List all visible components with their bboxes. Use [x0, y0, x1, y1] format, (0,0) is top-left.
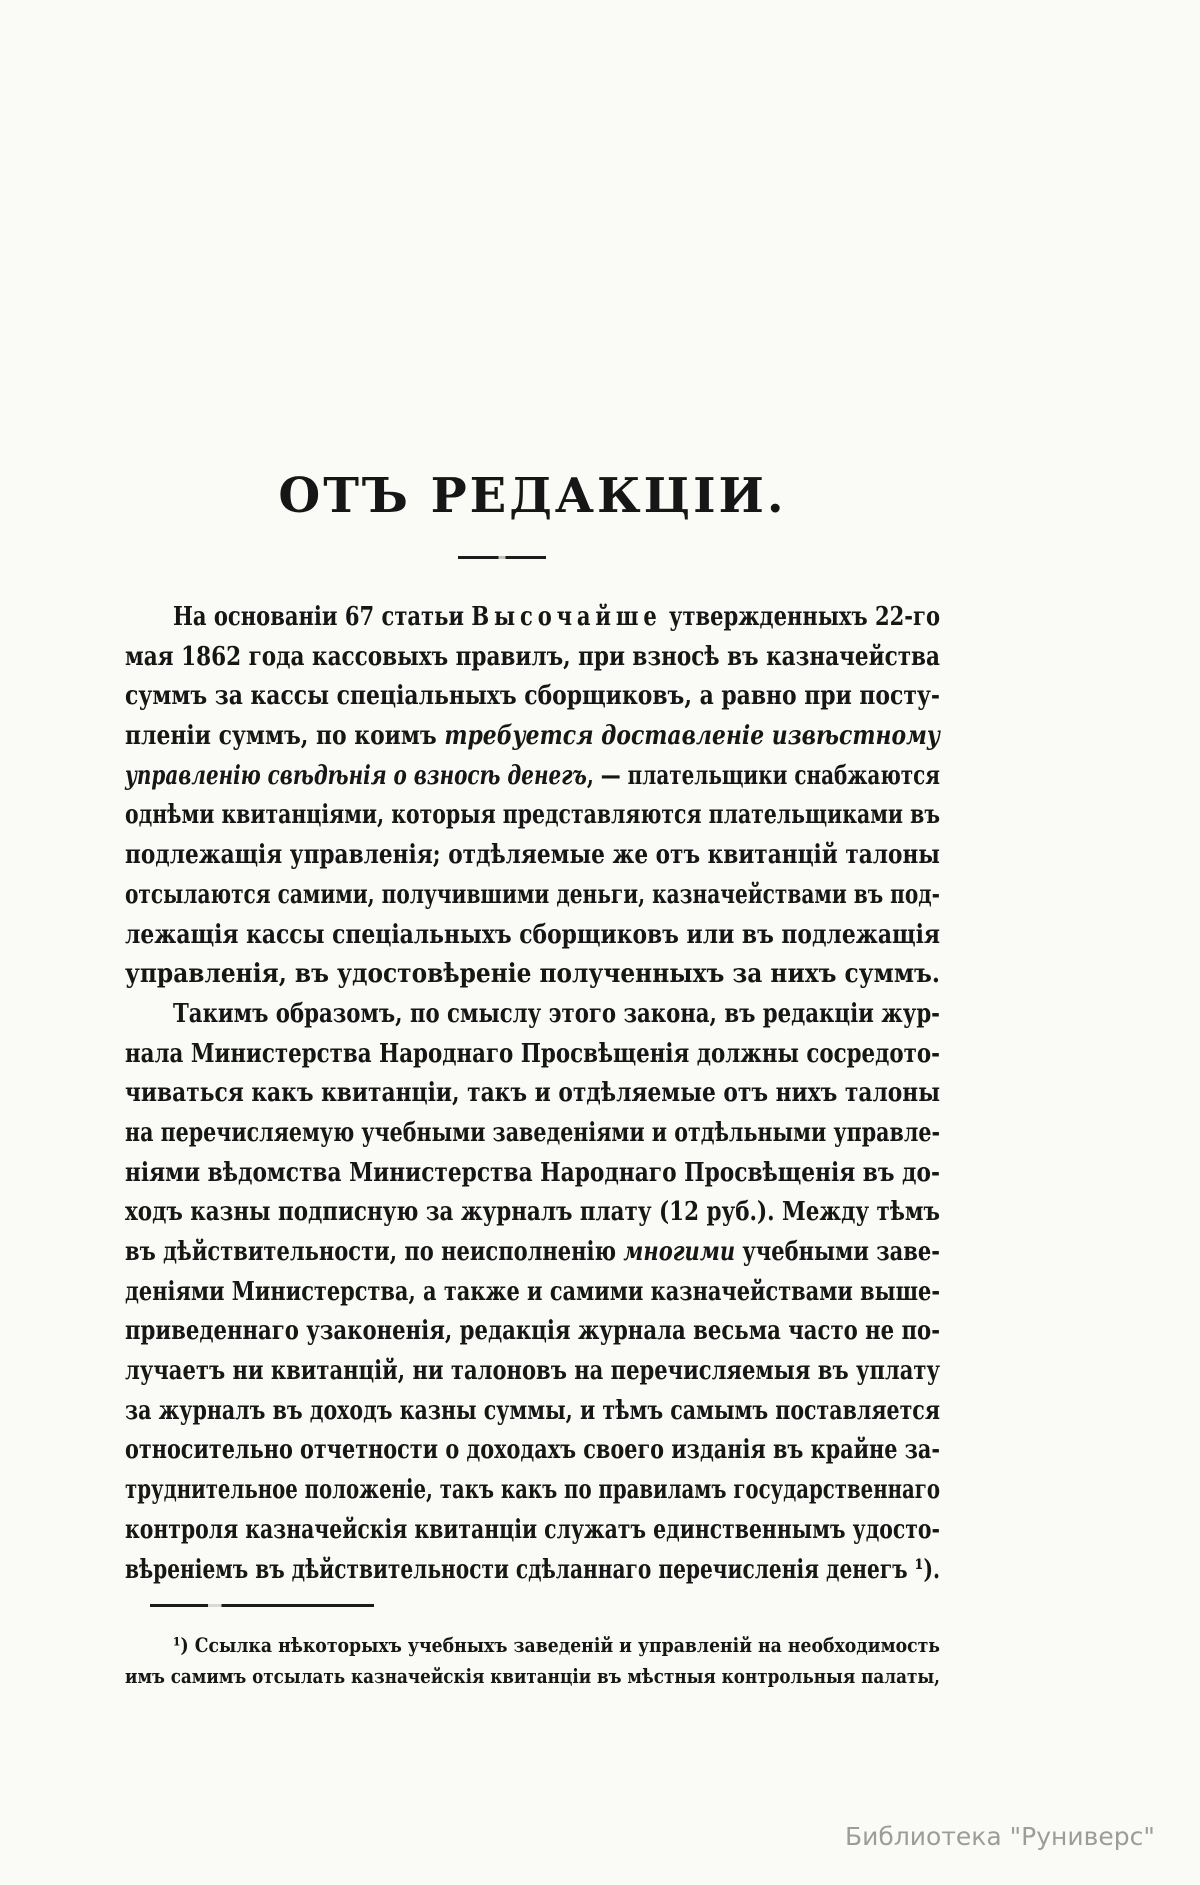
text-line — [125, 1392, 940, 1432]
text-line — [125, 717, 940, 757]
text-segment: мая 1862 года кассовыхъ правилъ, при взносѣ въ казначейства — [125, 641, 940, 672]
text-segment: приведеннаго узаконенія, редакція журнала весьма часто не по- — [125, 1316, 940, 1347]
text-line — [125, 876, 940, 916]
footnote-divider — [150, 1604, 374, 1607]
text-line — [125, 677, 940, 717]
text-segment: управленія, въ удостовѣреніе полученныхъ за нихъ суммъ. — [125, 959, 940, 990]
text-line — [125, 836, 940, 876]
text-segment: имъ самимъ отсылать казначейскія квитанціи въ мѣстныя контрольныя палаты, — [125, 1664, 940, 1688]
text-line — [125, 1035, 940, 1075]
text-line — [125, 1431, 940, 1471]
text-line — [125, 1273, 940, 1313]
text-segment: управленію свѣдѣнія о взносѣ денегъ — [125, 760, 587, 791]
text-line — [125, 598, 940, 638]
text-segment: относительно отчетности о доходахъ своего изданія въ крайне за- — [125, 1435, 940, 1466]
text-line — [125, 1193, 940, 1233]
text-segment: , — плательщики снабжаются — [586, 760, 940, 791]
text-line — [125, 796, 940, 836]
text-line — [125, 1551, 940, 1591]
text-segment: требуется доставленіе извѣстному — [444, 721, 940, 752]
title-divider — [458, 556, 546, 559]
text-segment: На основаніи 67 статьи — [173, 602, 472, 632]
text-line — [125, 757, 940, 797]
text-line — [125, 1312, 940, 1352]
text-line — [125, 1114, 940, 1154]
text-segment: на перечисляемую учебными заведеніями и отдѣльными управле- — [125, 1117, 940, 1148]
text-segment: Высочайше — [471, 602, 662, 632]
text-segment: пленіи суммъ, по коимъ — [125, 721, 445, 752]
text-segment: вѣреніемъ въ дѣйствительности сдѣланнаго перечисленія денегъ ¹). — [125, 1554, 940, 1585]
text-segment: ¹) Ссылка нѣкоторыхъ учебныхъ заведеній и управленій на необходимость — [173, 1633, 940, 1657]
text-line — [125, 955, 940, 995]
body-text — [125, 598, 940, 1590]
text-line — [125, 1630, 940, 1661]
text-segment: нала Министерства Народнаго Просвѣщенія должны сосредото- — [125, 1038, 940, 1069]
text-segment: за журналъ въ доходъ казны суммы, и тѣмъ самымъ поставляется — [125, 1395, 940, 1426]
text-segment: отсылаются самими, получившими деньги, казначействами въ под- — [125, 879, 940, 910]
text-segment: чиваться какъ квитанціи, такъ и отдѣляемые отъ нихъ талоны — [125, 1078, 940, 1109]
text-segment: однѣми квитанціями, которыя представляются плательщиками въ — [125, 800, 940, 831]
page-title: ОТЪ РЕДАКЦІИ. — [278, 468, 787, 524]
text-line — [125, 1154, 940, 1194]
text-segment: лежащія кассы спеціальныхъ сборщиковъ или въ подлежащія — [125, 919, 940, 950]
text-line — [125, 1471, 940, 1511]
text-segment: многими — [623, 1237, 736, 1267]
text-segment: лучаетъ ни квитанцій, ни талоновъ на перечисляемыя въ уплату — [125, 1356, 940, 1387]
footnote — [125, 1630, 940, 1692]
text-segment: суммъ за кассы спеціальныхъ сборщиковъ, а равно при посту- — [125, 681, 940, 712]
text-line — [125, 1661, 940, 1692]
text-segment: Такимъ образомъ, по смыслу этого закона, въ редакціи жур- — [173, 998, 940, 1029]
text-segment: въ дѣйствительности, по неисполненію — [125, 1237, 624, 1267]
text-segment: ніями вѣдомства Министерства Народнаго Просвѣщенія въ до- — [125, 1157, 940, 1188]
text-line — [125, 1233, 940, 1273]
text-segment: утвержденныхъ 22-го — [661, 602, 940, 632]
text-segment: ходъ казны подписную за журналъ плату (12 руб.). Между тѣмъ — [125, 1197, 940, 1228]
text-segment: труднительное положеніе, такъ какъ по правиламъ государственнаго — [125, 1475, 940, 1506]
text-line — [125, 1352, 940, 1392]
text-line — [125, 1511, 940, 1551]
text-segment: учебными заве- — [735, 1237, 940, 1267]
text-line — [125, 916, 940, 956]
text-segment: деніями Министерства, а также и самими казначействами выше- — [125, 1276, 940, 1307]
text-line — [125, 1074, 940, 1114]
text-segment: подлежащія управленія; отдѣляемые же отъ квитанцій талоны — [125, 840, 940, 871]
text-segment: контроля казначейскія квитанціи служатъ единственнымъ удосто- — [125, 1514, 940, 1545]
text-line — [125, 995, 940, 1035]
text-line — [125, 638, 940, 678]
watermark: Библиотека "Руниверс" — [845, 1822, 1155, 1851]
